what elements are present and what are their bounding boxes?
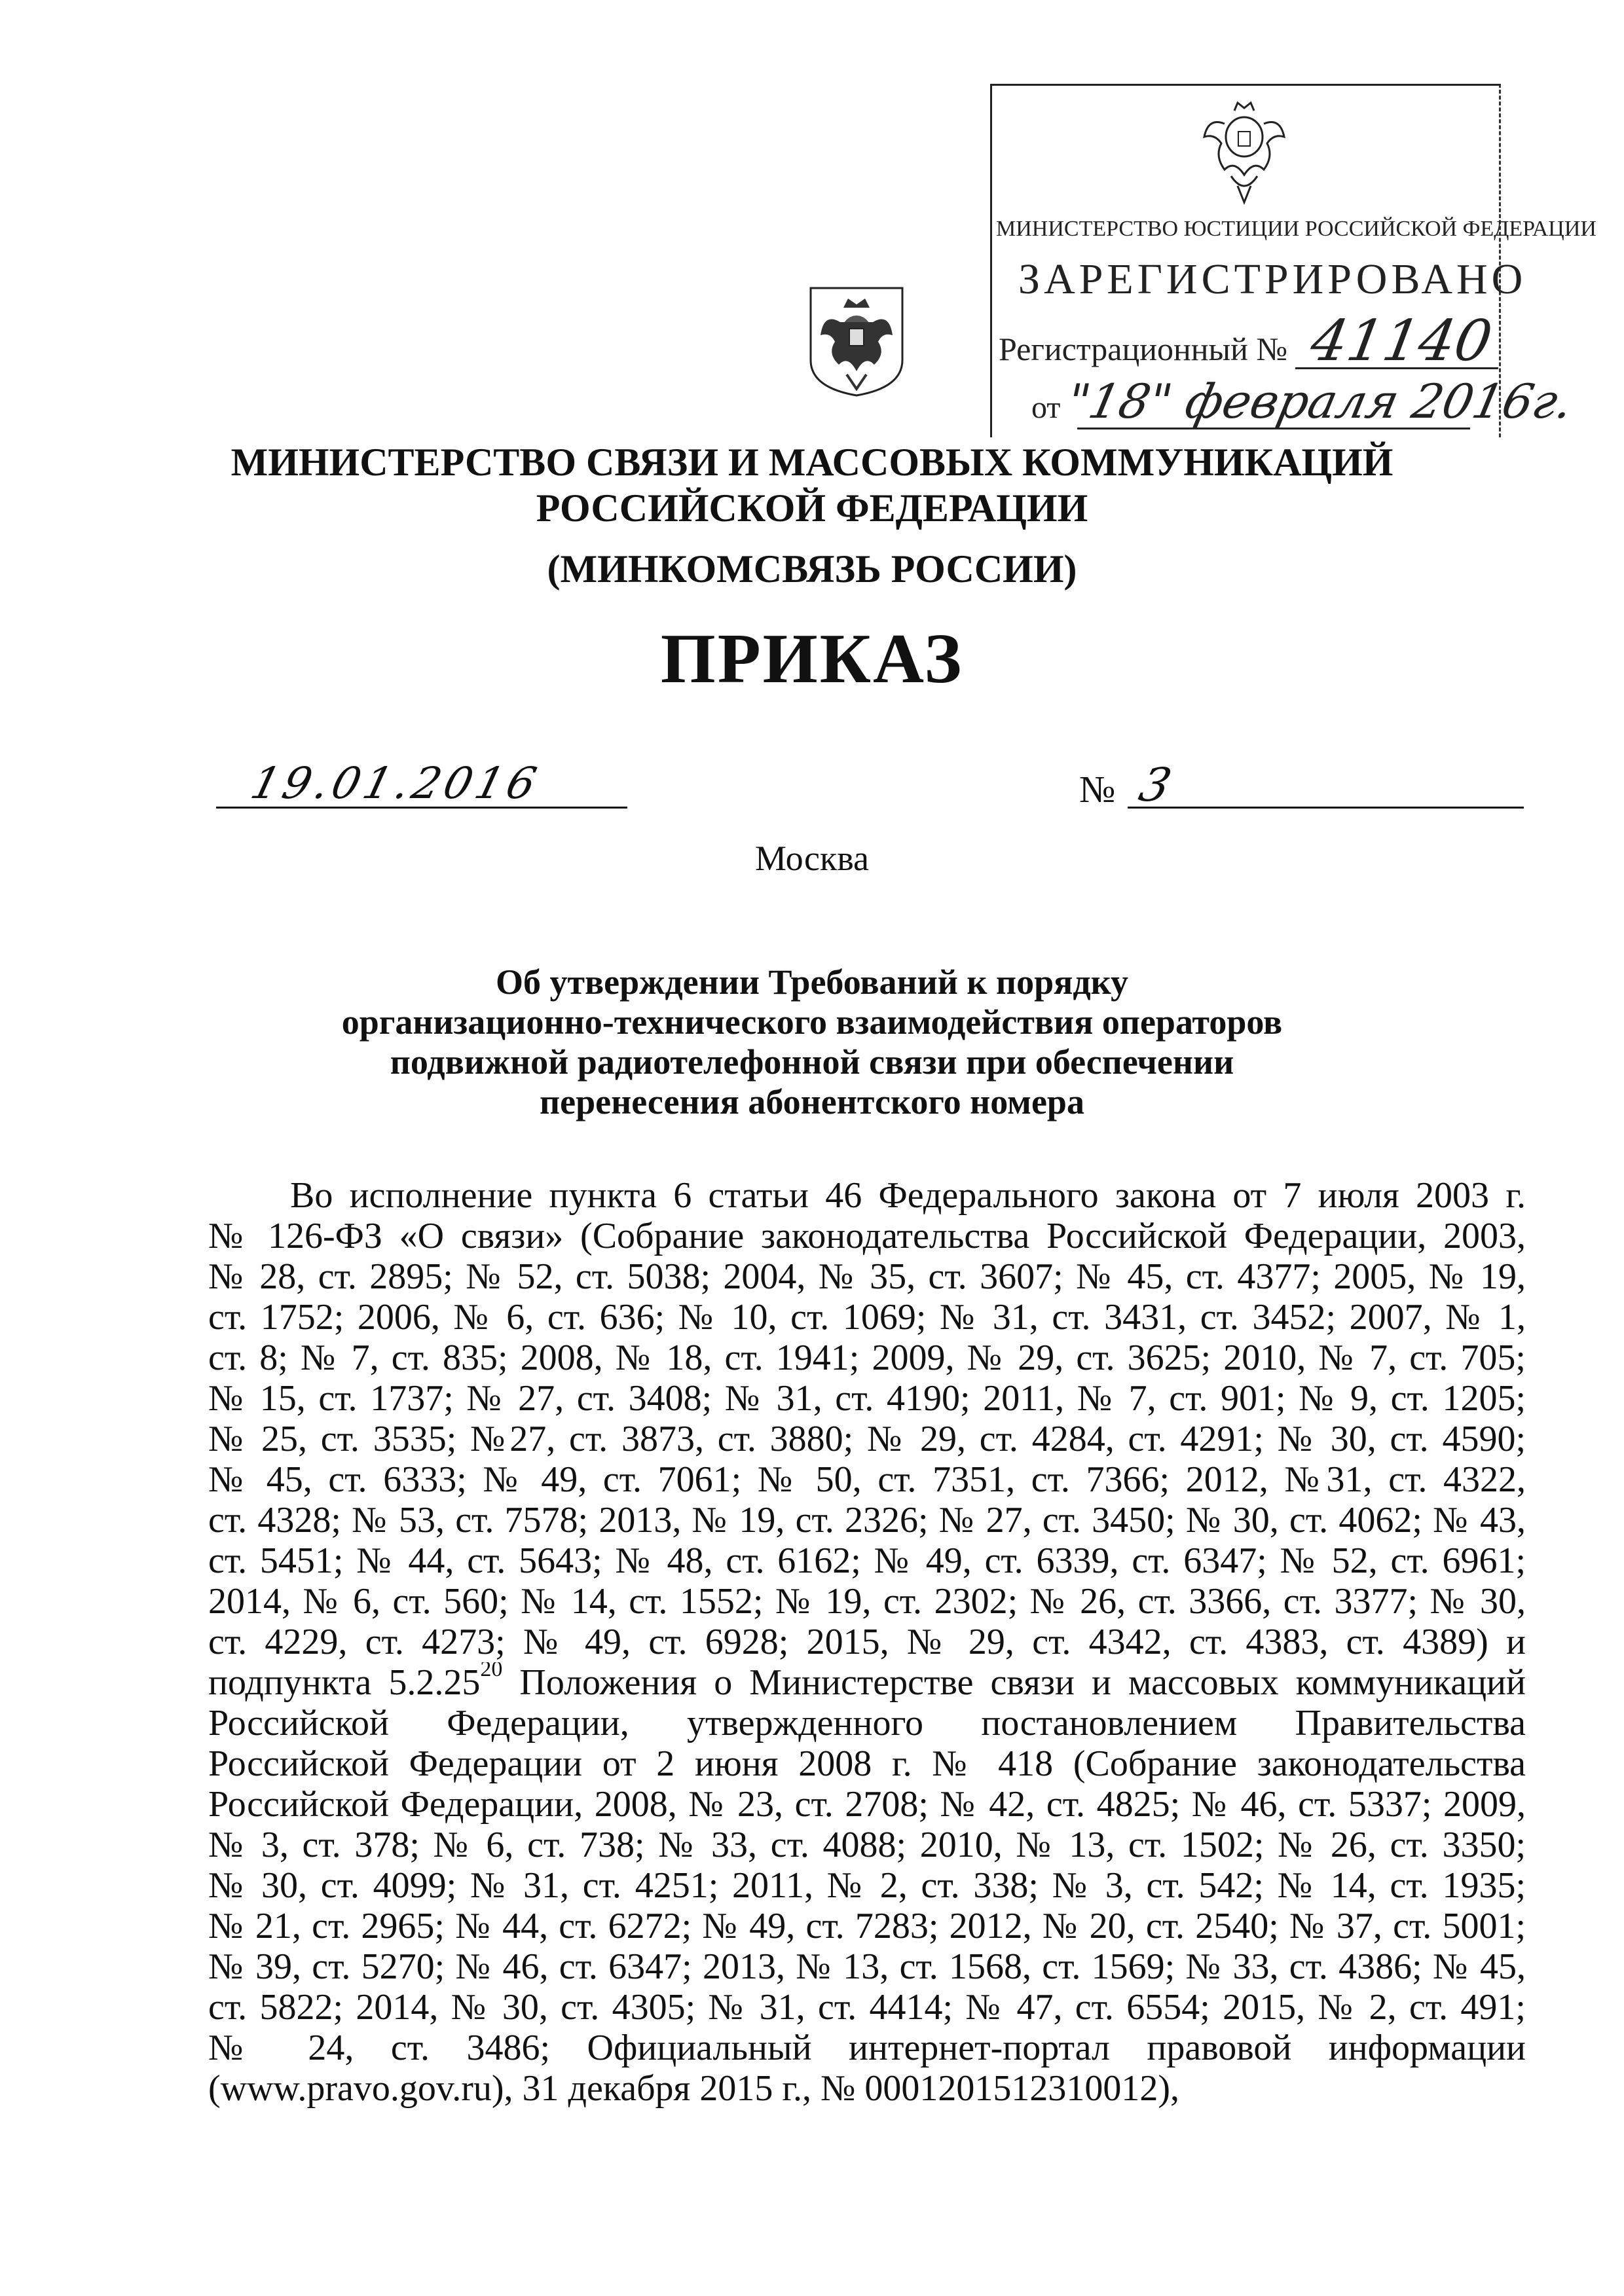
- order-number: 3: [1134, 758, 1177, 812]
- body-line: ст. 4229, ст. 4273; № 49, ст. 6928; 2015, № 29, ст. 4342, ст. 4383, ст. 4389) и: [208, 1622, 1526, 1662]
- stamp-date-row: [1031, 374, 1578, 433]
- title-line: подвижной радиотелефонной связи при обеспечении: [390, 1042, 1234, 1082]
- body-line: Российской Федерации, 2008, № 23, ст. 2708; № 42, ст. 4825; № 46, ст. 5337; 2009,: [208, 1784, 1526, 1825]
- subpoint-text: Положения о Министерстве связи и массовых коммуникаций: [519, 1662, 1526, 1703]
- body-line: Российской Федерации, утвержденного постановлением Правительства: [208, 1703, 1526, 1743]
- body-line-subpoint: [208, 1662, 1526, 1703]
- body-line: № 30, ст. 4099; № 31, ст. 4251; 2011, № 2, ст. 338; № 3, ст. 542; № 14, ст. 1935;: [208, 1865, 1526, 1906]
- body-line: № 28, ст. 2895; № 52, ст. 5038; 2004, № 35, ст. 3607; № 45, ст. 4377; 2005, № 19,: [208, 1256, 1526, 1297]
- body-line: ст. 5822; 2014, № 30, ст. 4305; № 31, ст. 4414; № 47, ст. 6554; 2015, № 2, ст. 491;: [208, 1987, 1526, 2028]
- ministry-short-name: (МИНКОМСВЯЗЬ РОССИИ): [547, 547, 1077, 591]
- stamp-status: ЗАРЕГИСТРИРОВАНО: [1018, 255, 1527, 303]
- order-number-label: №: [1079, 768, 1116, 811]
- ministry-name-line2: РОССИЙСКОЙ ФЕДЕРАЦИИ: [536, 486, 1088, 530]
- ministry-name-line1: МИНИСТЕРСТВО СВЯЗИ И МАССОВЫХ КОММУНИКАЦИЙ: [231, 441, 1393, 484]
- body-line: № 45, ст. 6333; № 49, ст. 7061; № 50, ст. 7351, ст. 7366; 2012, №31, ст. 4322,: [208, 1459, 1526, 1500]
- stamp-from-date: "18" февраля 2016г.: [1062, 374, 1578, 429]
- body-line: ст. 5451; № 44, ст. 5643; № 48, ст. 6162; № 49, ст. 6339, ст. 6347; № 52, ст. 6961;: [208, 1540, 1526, 1581]
- document-title: [236, 962, 1388, 1122]
- order-date-field: [216, 758, 627, 809]
- document-type: ПРИКАЗ: [660, 620, 964, 698]
- order-date: 19.01.2016: [246, 758, 545, 809]
- ministry-coat-of-arms-icon: [807, 283, 906, 399]
- stamp-date-underline: [1077, 428, 1470, 429]
- body-line: ст. 1752; 2006, № 6, ст. 636; № 10, ст. 1069; № 31, ст. 3431, ст. 3452; 2007, № 1,: [208, 1297, 1526, 1338]
- body-line: № 21, ст. 2965; № 44, ст. 6272; № 49, ст. 7283; 2012, № 20, ст. 2540; № 37, ст. 5001;: [208, 1906, 1526, 1946]
- order-number-field: [1128, 758, 1524, 812]
- body-line: № 3, ст. 378; № 6, ст. 738; № 33, ст. 4088; 2010, № 13, ст. 1502; № 26, ст. 3350;: [208, 1825, 1526, 1865]
- body-line: ст. 8; № 7, ст. 835; 2008, № 18, ст. 1941; 2009, № 29, ст. 3625; 2010, № 7, ст. 705;: [208, 1338, 1526, 1378]
- body-line: (www.pravo.gov.ru), 31 декабря 2015 г., № 0001201512310012),: [208, 2068, 1180, 2109]
- registration-stamp: [990, 84, 1596, 437]
- body-line: № 126-ФЗ «О связи» (Собрание законодательства Российской Федерации, 2003,: [208, 1216, 1526, 1256]
- body-line: № 25, ст. 3535; №27, ст. 3873, ст. 3880; № 29, ст. 4284, ст. 4291; № 30, ст. 4590;: [208, 1419, 1526, 1459]
- stamp-ministry-name: МИНИСТЕРСТВО ЮСТИЦИИ РОССИЙСКОЙ ФЕДЕРАЦИИ: [996, 217, 1596, 241]
- body-line: № 24, ст. 3486; Официальный интернет-портал правовой информации: [208, 2028, 1526, 2068]
- body-line: Во исполнение пункта 6 статьи 46 Федерального закона от 7 июля 2003 г.: [290, 1175, 1526, 1216]
- subpoint-prefix: подпункта 5.2.25: [208, 1662, 481, 1703]
- body-line: № 39, ст. 5270; № 46, ст. 6347; 2013, № 13, ст. 1568, ст. 1569; № 33, ст. 4386; № 45,: [208, 1946, 1526, 1987]
- stamp-from-label: от: [1031, 390, 1061, 425]
- document-body: [208, 1175, 1526, 2109]
- stamp-reg-number: 41140: [1295, 315, 1507, 369]
- city: Москва: [755, 839, 869, 878]
- body-line: ст. 4328; № 53, ст. 7578; 2013, № 19, ст. 2326; № 27, ст. 3450; № 30, ст. 4062; № 43,: [208, 1500, 1526, 1540]
- title-line: организационно-технического взаимодействия операторов: [341, 1002, 1283, 1042]
- coat-of-arms-icon: [1195, 98, 1293, 209]
- title-line: Об утверждении Требований к порядку: [495, 962, 1128, 1002]
- title-line: перенесения абонентского номера: [540, 1082, 1084, 1121]
- body-line: № 15, ст. 1737; № 27, ст. 3408; № 31, ст. 4190; 2011, № 7, ст. 901; № 9, ст. 1205;: [208, 1378, 1526, 1419]
- stamp-reg-label: Регистрационный №: [999, 331, 1288, 367]
- body-line: Российской Федерации от 2 июня 2008 г. № 418 (Собрание законодательства: [208, 1743, 1526, 1784]
- subpoint-superscript: 20: [480, 1662, 503, 1682]
- stamp-reg-row: [999, 308, 1497, 374]
- body-line: 2014, № 6, ст. 560; № 14, ст. 1552; № 19, ст. 2302; № 26, ст. 3366, ст. 3377; № 30,: [208, 1581, 1526, 1622]
